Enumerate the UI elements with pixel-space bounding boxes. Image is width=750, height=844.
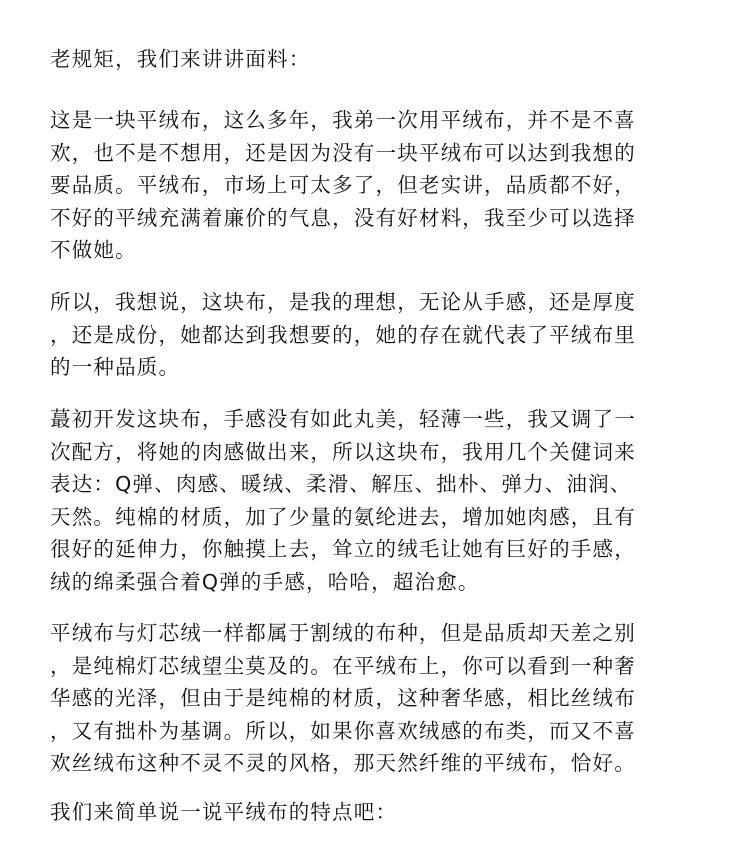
paragraph-fabric-background [50, 104, 636, 267]
text-line: 不做她。 [50, 238, 137, 262]
text-line: 的一种品质。 [50, 355, 181, 379]
article-body [50, 0, 720, 844]
paragraph-intro [50, 43, 310, 76]
text-line: 蕞初开发这块布，手感没有如此丸美，轻薄一些，我又调了一 [50, 407, 636, 431]
text-line: ，是纯棉灯芯绒望尘莫及的。在平绒布上，你可以看到一种奢 [50, 653, 636, 678]
text-line: 我们来简单说一说平绒布的特点吧： [50, 800, 398, 824]
text-line: 这是一块平绒布，这么多年，我弟一次用平绒布，并不是不喜 [50, 108, 636, 132]
paragraph-ideal-fabric [50, 286, 636, 384]
text-line: 华感的光泽，但由于是纯棉的材质，这种奢华感，相比丝绒布 [50, 686, 636, 710]
paragraph-features-lead [50, 796, 397, 829]
paragraph-development [50, 403, 636, 598]
text-line: 表达：Q弹、肉感、暖绒、柔滑、解压、拙朴、弹力、油润、 [50, 472, 632, 496]
paragraph-comparison [50, 617, 636, 780]
text-line: 不好的平绒充满着廉价的气息，没有好材料，我至少可以选择 [50, 205, 636, 230]
text-line: ，还是成份，她都达到我想要的，她的存在就代表了平绒布里 [50, 322, 636, 347]
text-line: 很好的延伸力，你触摸上去，耸立的绒毛让她有巨好的手感， [50, 537, 636, 561]
text-line: 所以，我想说，这块布，是我的理想，无论从手感，还是厚度 [50, 290, 636, 314]
text-line: 天然。纯棉的材质，加了少量的氨纶进去，增加她肉感，且有 [50, 504, 636, 529]
text-line: 平绒布与灯芯绒一样都属于割绒的布种，但是品质却天差之别 [50, 621, 636, 645]
text-line: ，又有拙朴为基调。所以，如果你喜欢绒感的布类，而又不喜 [50, 718, 636, 743]
text-line: 次配方，将她的肉感做出来，所以这块布，我用几个关健词来 [50, 439, 636, 464]
text-line: 欢丝绒布这种不灵不灵的风格，那天然纤维的平绒布，恰好。 [50, 751, 636, 775]
text-line: 绒的绵柔强合着Q弹的手感，哈哈，超治愈。 [50, 569, 480, 594]
text-line: 要品质。平绒布，市场上可太多了，但老实讲，品质都不好， [50, 173, 636, 197]
text-line: 欢，也不是不想用，还是因为没有一块平绒布可以达到我想的 [50, 140, 636, 165]
text-line: 老规矩，我们来讲讲面料： [50, 47, 311, 71]
